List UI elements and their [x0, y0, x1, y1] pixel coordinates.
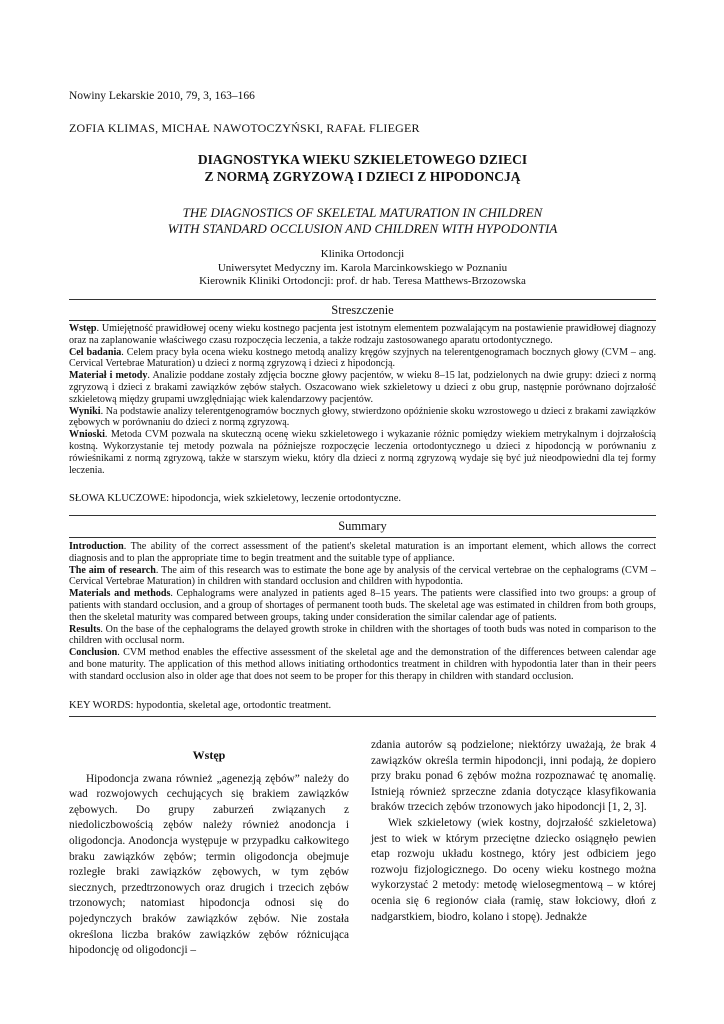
affiliation-line: Kierownik Kliniki Ortodoncji: prof. dr hab. Teresa Matthews-Brzozowska	[199, 275, 526, 287]
abstract-section	[69, 406, 656, 430]
section-heading: Wstęp	[192, 748, 226, 762]
title-english-line: WITH STANDARD OCCLUSION AND CHILDREN WITH HYPODONTIA	[167, 221, 558, 236]
section-text: . Celem pracy była ocena wieku kostnego metodą analizy kręgów szyjnych na telerentgenogramach bocznych głowy (CVM – ang. Cervical Vertebrae Maturation) u dzieci z normą zgryzową i dzieci z hipodoncją.	[69, 346, 656, 370]
abstract-section	[69, 565, 656, 589]
keywords-pl: SŁOWA KLUCZOWE: hipodoncja, wiek szkieletowy, leczenie ortodontyczne.	[69, 493, 402, 504]
section-text: . Umiejętność prawidłowej oceny wieku kostnego pacjenta jest istotnym elementem pozwalającym na postawienie prawidłowej diagnozy oraz na zaplanowanie właściwego czasu rozpoczęcia leczenia, a także rodzaju zastosowanego aparatu ortodontycznego.	[69, 323, 656, 346]
section-label: The aim of research	[69, 564, 156, 576]
abstract-heading-pl: Streszczenie	[331, 303, 394, 317]
divider	[69, 515, 656, 516]
section-label: Materiał i metody	[69, 370, 148, 382]
affiliation-line: Klinika Ortodoncji	[320, 248, 405, 260]
section-label: Conclusion	[69, 647, 118, 659]
affiliation	[69, 248, 656, 289]
abstract-heading-en: Summary	[338, 519, 387, 533]
section-text: . Cephalograms were analyzed in patients aged 8–15 years. The patients were classified into two groups: a group of patients with standard occlusion, and a group of shortages of permanent tooth buds. The skeletal age was estimated in children from both groups, then the skeletal maturity was compared between groups, taking under consideration the similar calendar age of patients.	[69, 588, 656, 623]
title-english-line: THE DIAGNOSTICS OF SKELETAL MATURATION IN CHILDREN	[182, 205, 543, 220]
authors: ZOFIA KLIMAS, MICHAŁ NAWOTOCZYŃSKI, RAFAŁ FLIEGER	[69, 121, 420, 135]
title-polish-line: DIAGNOSTYKA WIEKU SZKIELETOWEGO DZIECI	[197, 152, 528, 167]
section-label: Results	[69, 623, 101, 635]
body-column-left	[69, 738, 349, 959]
section-label: Cel badania	[69, 346, 122, 358]
section-label: Wnioski	[69, 429, 105, 441]
title-polish-line: Z NORMĄ ZGRYZOWĄ I DZIECI Z HIPODONCJĄ	[204, 169, 521, 184]
section-label: Wstęp	[69, 323, 97, 334]
body-paragraph: zdania autorów są podzielone; niektórzy uważają, że brak 4 zawiązków określa termin hipodoncji, inni podają, że dopiero przy braku ponad 6 zębów można rozpoznawać tę anomalię. Istnieją również sprzeczne zdania dotyczące klasyfikowania braków trzecich zębów trzonowych jako hipodoncji [1, 2, 3].	[371, 739, 656, 814]
body-paragraph: Hipodoncja zwana również „agenezją zębów” należy do wad rozwojowych cechujących się brakiem zawiązków zębowych. Do grupy zaburzeń związanych z niedoliczbowością zębów należy również anodoncja i oligodoncja. Anodoncja występuje w przypadku całkowitego braku zawiązków zębów; termin oligodoncja obejmuje rozległe braki zawiązków zębowych, w tym zębów siecznych, przedtrzonowych oraz drugich i trzecich zębów trzonowych; natomiast hipodoncja odnosi się do pojedynczych braków zawiązków zębów. Nie została określona liczba braków zawiązków zębów różnicująca hipodoncję od oligodoncji –	[69, 772, 349, 957]
abstract-pl	[69, 323, 656, 476]
abstract-section	[69, 624, 656, 648]
abstract-en	[69, 541, 656, 683]
body-paragraph: Wiek szkieletowy (wiek kostny, dojrzałość szkieletowa) jest to wiek w którym przeciętne dziecko osiągnęło pewien etap rozwoju układu kostnego, który jest odbiciem jego rozwoju fizjologicznego. Do oceny wieku kostnego można wykorzystać 2 metody: metodę wielosegmentową – w której ocenia się 6 regionów ciała (ramię, staw łokciowy, dłoń z nadgarstkiem, biodro, kolano i stopę). Jednakże	[371, 816, 656, 923]
section-label: Materials and methods	[69, 588, 171, 600]
keywords-en: KEY WORDS: hypodontia, skeletal age, ortodontic treatment.	[69, 700, 332, 711]
abstract-section	[69, 541, 656, 565]
title-polish	[69, 151, 656, 185]
title-english	[69, 205, 656, 237]
divider	[69, 299, 656, 300]
section-text: . On the base of the cephalograms the delayed growth stroke in children with the shortages of tooth buds was noted in comparison to the children with occlusal norm.	[69, 623, 656, 647]
body-column-right	[371, 738, 656, 925]
affiliation-line: Uniwersytet Medyczny im. Karola Marcinkowskiego w Poznaniu	[217, 261, 508, 274]
journal-citation: Nowiny Lekarskie 2010, 79, 3, 163–166	[69, 90, 255, 102]
abstract-section	[69, 323, 656, 347]
section-text: . CVM method enables the effective assessment of the skeletal age and the demonstration of the differences between calendar age and bone maturity. The application of this method allows initiating orthodontics treatment in children with hypodontia later than in their peers with standard occlusion also in older age that does not seem to be proper for this therapy in children with standard occlusion.	[69, 647, 656, 682]
abstract-section	[69, 429, 656, 476]
section-text: . Metoda CVM pozwala na skuteczną ocenę wieku szkieletowego i wykazanie różnic pomiędzy wiekiem metrykalnym i dojrzałością kostną. Wykorzystanie tej metody pozwala na późniejsze rozpoczęcie leczenia ortodontycznego u dzieci z hipodoncją w porównaniu z rówieśnikami z normą zgryzową, także w starszym wieku, który dla dzieci z normą zgryzową wydaje się być już nieodpowiedni dla tej formy leczenia.	[69, 429, 656, 476]
section-text: . The ability of the correct assessment of the patient's skeletal maturation is an important element, which allows the correct diagnosis and to plan the appropriate time to begin treatment and the suitable type of appliance.	[69, 541, 656, 564]
divider	[69, 537, 656, 538]
abstract-section	[69, 347, 656, 371]
abstract-section	[69, 647, 656, 682]
abstract-section	[69, 370, 656, 405]
section-text: . Na podstawie analizy telerentgenogramów bocznych głowy, stwierdzono opóźnienie skoku wzrostowego u dzieci z brakami zawiązków zębowych w porównaniu do dzieci z normą zgryzową.	[69, 405, 656, 429]
divider	[69, 716, 656, 717]
section-label: Introduction	[69, 541, 124, 552]
section-text: . Analizie poddane zostały zdjęcia boczne głowy pacjentów, w wieku 8–15 lat, podzielonych na dwie grupy: dzieci z normą zgryzową i dzieci z brakami zawiązków zębów stałych. Oszacowano wiek szkieletowy u dzieci z obu grup, następnie porównano dojrzałość szkieletową między grupami uwzględniając wiek kalendarzowy pacjentów.	[69, 370, 656, 405]
section-text: . The aim of this research was to estimate the bone age by analysis of the cervical vertebrae on the cephalograms (CVM – Cervical Vertebrae Maturation) in children with standard occlusion and children with hypodontia.	[69, 564, 656, 588]
divider	[69, 320, 656, 321]
abstract-section	[69, 588, 656, 623]
section-label: Wyniki	[69, 405, 101, 417]
